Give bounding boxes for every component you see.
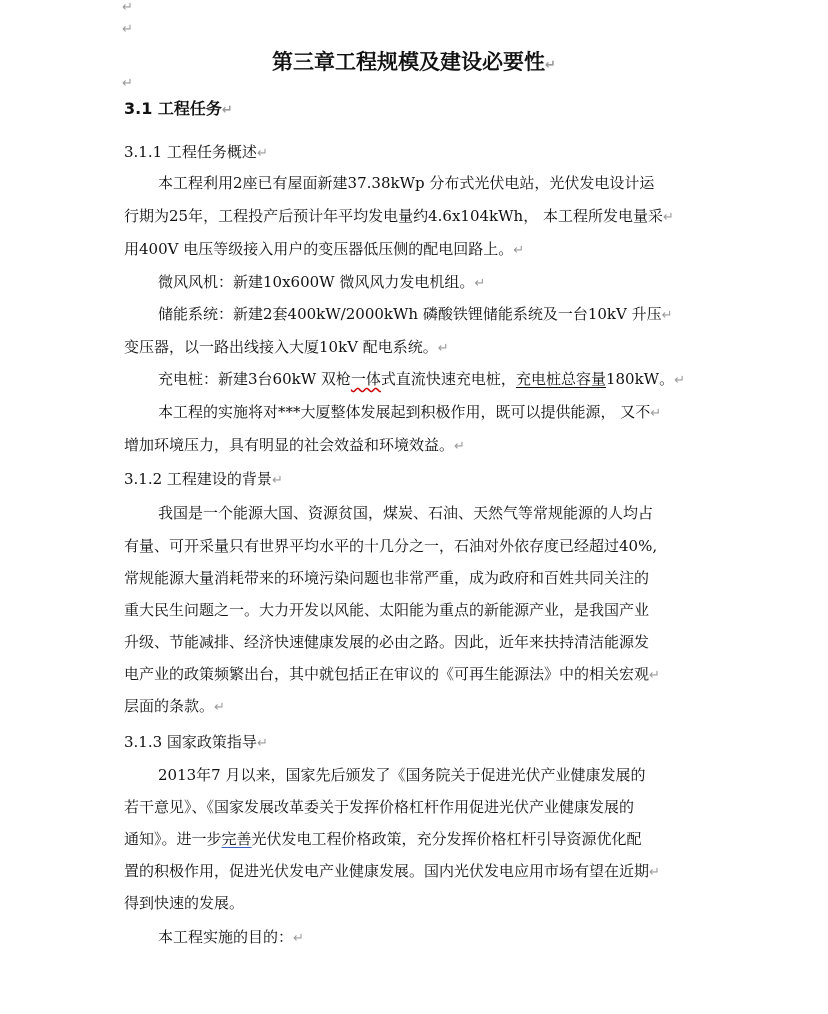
body-line [158,271,485,292]
paragraph-mark: ↵ [122,76,133,91]
body-line: 若干意见》、《国家发展改革委关于发挥价格杠杆作用促进光伏产业健康发展的 [124,798,635,816]
paragraph-mark: ↵ [122,0,133,15]
body-line [158,401,661,422]
paragraph-mark: ↵ [122,22,133,37]
body-line [124,336,449,357]
body-line: 得到快速的发展。 [124,894,245,912]
body-line-text: 行期为25年，工程投产后预计年平均发电量约4.6x104kWh， 本工程所发电量采 [124,207,663,225]
paragraph-mark: ↵ [513,243,525,258]
body-line [158,303,673,324]
section-heading-text: 3.1 工程任务 [124,99,222,118]
body-line: 2013年7 月以来，国家先后颁发了《国务院关于促进光伏产业健康发展的 [158,766,646,784]
body-line-text: 置的积极作用，促进光伏发电产业健康发展。国内光伏发电应用市场有望在近期 [124,862,650,880]
paragraph-mark: ↵ [214,700,225,715]
subsection-heading-text: 3.1.2 工程建设的背景 [124,470,272,488]
body-line: 我国是一个能源大国、资源贫国，煤炭、石油、天然气等常规能源的人均占 [158,504,654,522]
body-line-text: 电产业的政策频繁出台，其中就包括正在审议的《可再生能源法》中的相关宏观 [124,665,650,683]
line-break-mark: ↵ [662,210,674,225]
body-line [124,238,524,259]
body-line [158,368,685,389]
body-line: 常规能源大量消耗带来的环境污染问题也非常严重，成为政府和百姓共同关注的 [124,569,650,587]
line-break-mark: ↵ [649,668,660,683]
body-line-text: 本工程的实施将对***大厦整体发展起到积极作用，既可以提供能源， 又不 [158,403,651,421]
body-line: 升级、节能减排、经济快速健康发展的必由之路。因此，近年来扶持清洁能源发 [124,633,650,651]
subsection-heading-text: 3.1.3 国家政策指导 [124,733,257,751]
spellcheck-flag-text: 一体 [350,370,381,388]
body-line-text: 微风风机：新建10x600W 微风风力发电机组。 [158,273,475,291]
paragraph-mark: ↵ [271,473,283,488]
body-line: 本工程利用2座已有屋面新建37.38kWp 分布式光伏电站，光伏发电设计运 [158,174,655,192]
body-line [124,205,674,226]
chapter-title-text: 第三章工程规模及建设必要性 [272,50,546,74]
subsection-heading [124,468,283,489]
subsection-heading-text: 3.1.1 工程任务概述 [124,143,257,161]
paragraph-mark: ↵ [437,341,449,356]
body-line-text: 本工程实施的目的： [158,928,294,946]
paragraph-mark: ↵ [454,439,465,454]
body-line-text: 层面的条款。 [124,697,215,715]
body-line-text: 光伏发电工程价格政策，充分发挥价格杠杆引导资源优化配 [251,830,642,848]
body-line-text: 式直流快速充电桩， [380,370,516,388]
body-line-text: 180kW。 [605,370,675,388]
line-break-mark: ↵ [650,406,662,421]
paragraph-mark: ↵ [545,58,556,73]
body-line-text: 储能系统：新建2套400kW/2000kWh 磷酸铁锂储能系统及一台10kV 升压 [158,305,662,323]
paragraph-mark: ↵ [221,103,233,118]
paragraph-mark: ↵ [293,931,304,946]
line-break-mark: ↵ [649,865,660,880]
body-line-text: 通知》。进一步 [124,830,222,848]
subsection-heading [124,141,268,162]
paragraph-mark: ↵ [474,276,486,291]
body-line-text: 用400V 电压等级接入用户的变压器低压侧的配电回路上。 [124,240,514,258]
body-line-text: 增加环境压力，具有明显的社会效益和环境效益。 [124,436,455,454]
subsection-heading [124,731,268,752]
body-line [124,828,642,849]
paragraph-mark: ↵ [256,146,268,161]
body-line [124,695,225,716]
chapter-title [0,46,828,76]
body-line-text: 充电桩：新建3台60kW 双枪 [158,370,351,388]
body-line [158,926,304,947]
body-line: 重大民生问题之一。大力开发以风能、太阳能为重点的新能源产业，是我国产业 [124,601,650,619]
body-line: 有量、可开采量只有世界平均水平的十几分之一，石油对外依存度已经超过40%, [124,537,658,555]
body-line-text: 变压器，以一路出线接入大厦10kV 配电系统。 [124,338,438,356]
section-heading [124,96,233,119]
paragraph-mark: ↵ [674,373,685,388]
underlined-text: 充电桩总容量 [515,370,606,388]
body-line [124,434,465,455]
line-break-mark: ↵ [661,308,673,323]
body-line [124,860,660,881]
grammar-flag-text: 完善 [221,830,252,848]
paragraph-mark: ↵ [256,736,268,751]
body-line [124,663,660,684]
